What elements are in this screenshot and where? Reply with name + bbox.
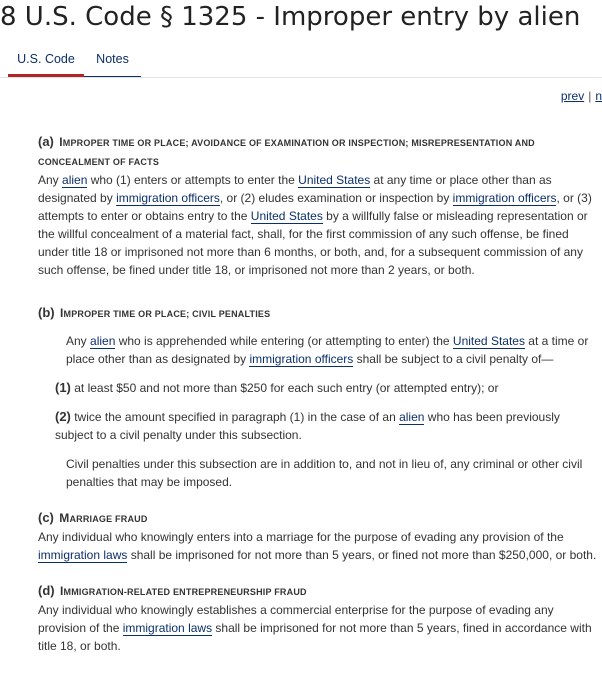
- link-united-states[interactable]: United States: [298, 173, 371, 187]
- text-run: shall be subject to a civil penalty of—: [353, 352, 554, 366]
- link-immigration-officers[interactable]: immigration officers: [452, 191, 557, 205]
- subsection-c-number: (c): [38, 510, 54, 525]
- text-run: at least $50 and not more than $250 for each such entry (or attempted entry); or: [70, 381, 499, 395]
- subsection-a-number: (a): [38, 134, 54, 149]
- pager-separator: |: [588, 89, 592, 103]
- text-run: , or (3) attempts to enter or obtains entry to the: [38, 191, 592, 223]
- link-immigration-officers[interactable]: immigration officers: [249, 352, 354, 366]
- subsection-d: [38, 582, 600, 655]
- subsection-d-title: IMMIGRATION-RELATED ENTREPRENEURSHIP FRAUD: [59, 584, 307, 598]
- text-run: Any individual who knowingly enters into a marriage for the purpose of evading any provision of the: [38, 530, 564, 544]
- subsection-a-title: IMPROPER TIME OR PLACE; AVOIDANCE OF EXAMINATION OR INSPECTION; MISREPRESENTATION AND CONCEALMENT OF FACTS: [38, 135, 535, 167]
- subsection-a-body: [38, 171, 600, 279]
- paragraph-b-2-number: (2): [55, 409, 71, 424]
- text-run: shall be imprisoned for not more than 5 years, fined in accordance with title 18, or both.: [38, 621, 592, 653]
- prev-link[interactable]: prev: [560, 89, 585, 103]
- text-run: twice the amount specified in paragraph (1) in the case of an: [70, 410, 400, 424]
- link-immigration-laws[interactable]: immigration laws: [122, 621, 213, 635]
- text-run: who has been previously subject to a civil penalty under this subsection.: [55, 410, 560, 442]
- link-alien[interactable]: alien: [62, 173, 88, 187]
- text-run: at a time or place other than as designated by: [66, 334, 589, 366]
- page-title: 8 U.S. Code § 1325 - Improper entry by alien: [0, 2, 581, 32]
- next-link[interactable]: n: [595, 89, 602, 103]
- subsection-b-closing: Civil penalties under this subsection are in addition to, and not in lieu of, any criminal or other civil penalties that may be imposed.: [66, 457, 583, 489]
- subsection-d-heading: [38, 582, 600, 601]
- paragraph-b-1: [38, 379, 600, 397]
- subsection-b-intro: [38, 332, 600, 368]
- subsection-b-title: IMPROPER TIME OR PLACE; CIVIL PENALTIES: [59, 306, 271, 320]
- text-run: Any: [38, 173, 63, 187]
- tab-bar: [0, 44, 602, 78]
- subsection-c-body: [38, 528, 600, 564]
- paragraph-b-1-number: (1): [55, 380, 71, 395]
- tab-us-code[interactable]: U.S. Code: [8, 44, 84, 77]
- subsection-c: [38, 509, 600, 564]
- text-run: Any: [66, 334, 91, 348]
- subsection-a: [38, 133, 600, 279]
- link-immigration-laws[interactable]: immigration laws: [38, 548, 128, 562]
- link-alien[interactable]: alien: [90, 334, 116, 348]
- subsection-d-number: (d): [38, 583, 55, 598]
- text-run: , or (2) eludes examination or inspection by: [219, 191, 453, 205]
- link-united-states[interactable]: United States: [250, 209, 323, 223]
- text-run: who (1) enters or attempts to enter the: [87, 173, 299, 187]
- tab-notes[interactable]: Notes: [84, 44, 141, 77]
- link-united-states[interactable]: United States: [452, 334, 525, 348]
- link-immigration-officers[interactable]: immigration officers: [116, 191, 220, 205]
- text-run: by a willfully false or misleading representation or the willful concealment of a material fact, shall, for the first commission of any such offense, be fined under title 18 or imprisoned not more than 6 months, or both, and, for a subsequent commission of any such offense, be fined under title 18, or imprisoned not more than 2 years, or both.: [38, 209, 588, 277]
- subsection-c-heading: [38, 509, 600, 528]
- text-run: shall be imprisoned for not more than 5 years, or fined not more than $250,000, or both.: [127, 548, 597, 562]
- link-alien[interactable]: alien: [399, 410, 425, 424]
- statute-text: [38, 133, 600, 655]
- text-run: who is apprehended while entering (or attempting to enter) the: [115, 334, 453, 348]
- subsection-d-body: [38, 601, 600, 655]
- pager: [561, 89, 602, 103]
- subsection-b-number: (b): [38, 305, 55, 320]
- subsection-b-heading: [38, 304, 600, 323]
- text-run: Any individual who knowingly establishes a commercial enterprise for the purpose of evading any provision of the: [38, 603, 554, 635]
- subsection-a-heading: [38, 133, 600, 171]
- subsection-c-title: MARRIAGE FRAUD: [59, 511, 148, 525]
- paragraph-b-2: [38, 408, 600, 444]
- text-run: at any time or place other than as designated by: [38, 173, 552, 205]
- subsection-b: [38, 304, 600, 491]
